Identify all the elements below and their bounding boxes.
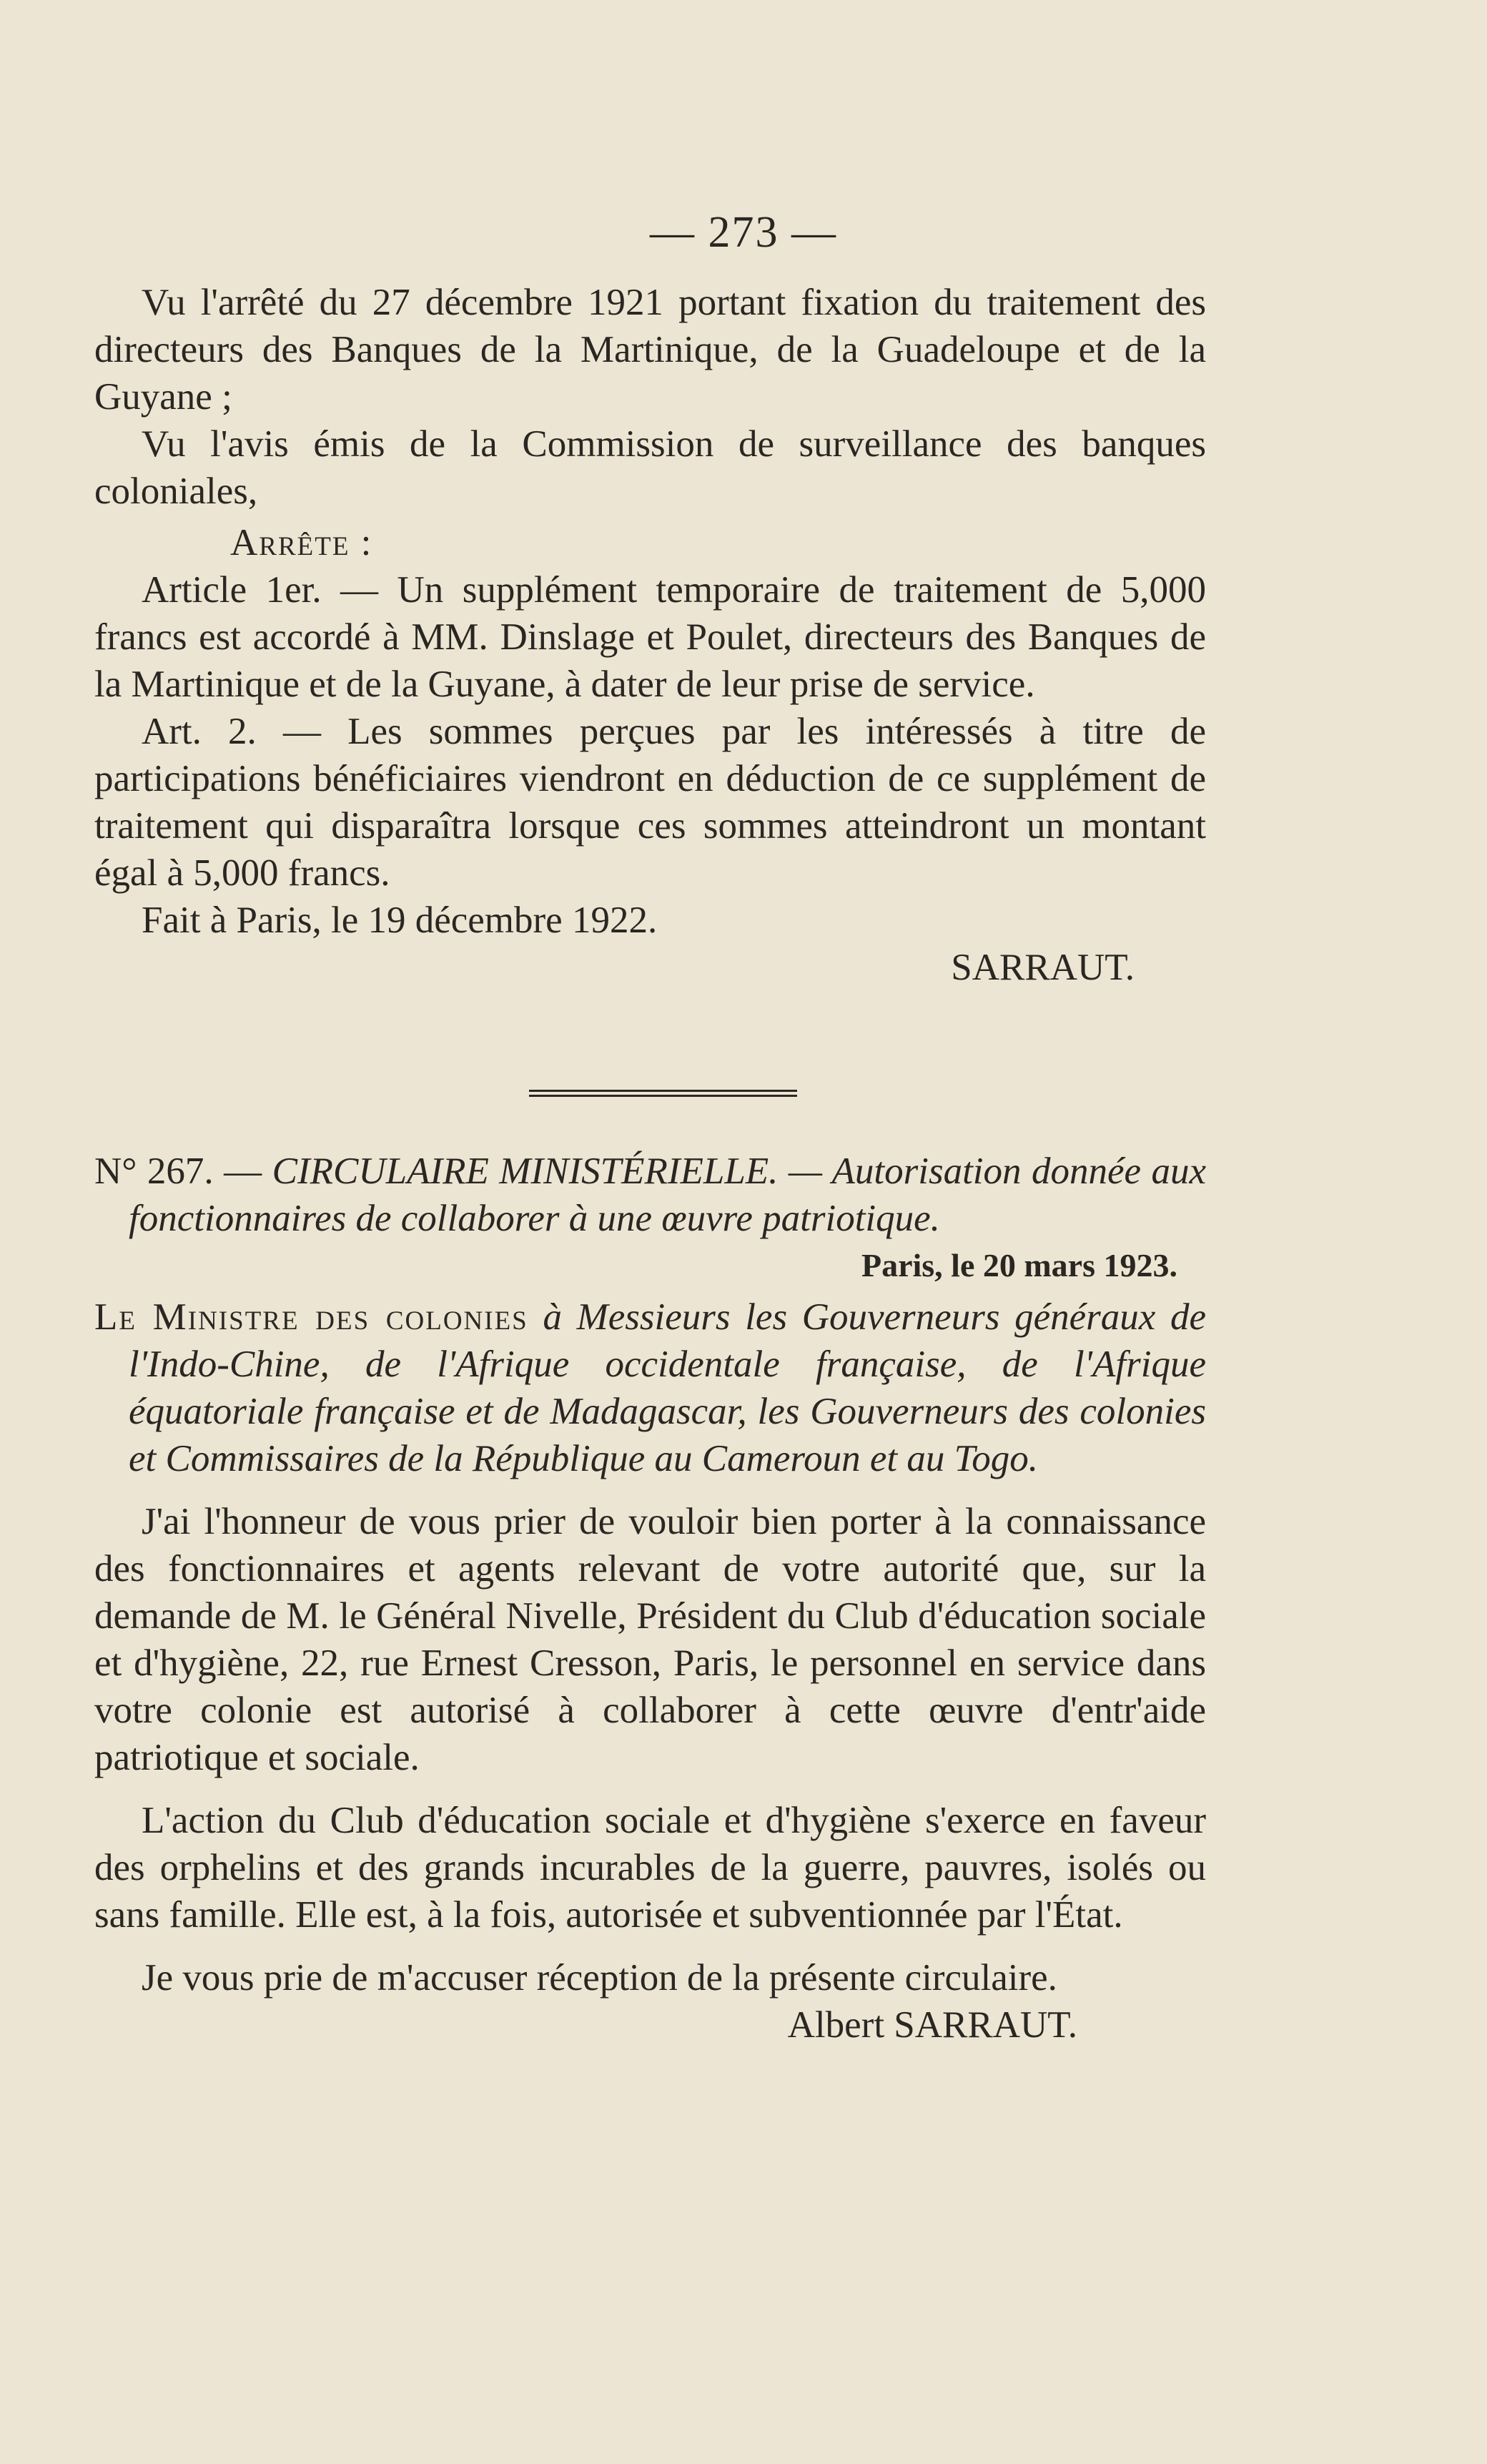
- page-number: — 273 —: [650, 208, 837, 257]
- circulaire-subject: — Autorisation donnée aux fonctionnaires de collaborer à une œuvre patriotique.: [129, 1150, 1206, 1239]
- body-paragraph-1: J'ai l'honneur de vous prier de vouloir bien porter à la connaissance des fonctionnaires et agents relevant de votre autorité que, sur la demande de M. le Général Nivelle, Président du Club d'éducation sociale et d'hygiène, 22, rue Ernest Cresson, Paris, le personnel en service dans votre colonie est autorisé à collaborer à cette œuvre d'entr'aide patriotique et sociale.: [94, 1501, 1206, 1778]
- arrete-label: Arrête :: [230, 522, 373, 563]
- vu-paragraph-1: Vu l'arrêté du 27 décembre 1921 portant fixation du traitement des directeurs des Banques de la Martinique, de la Guadeloupe et de la Guyane ;: [94, 282, 1206, 418]
- circulaire-section: [94, 1148, 1206, 2049]
- vu-paragraph-2: Vu l'avis émis de la Commission de surveillance des banques coloniales,: [94, 423, 1206, 512]
- signature-sarraut: SARRAUT.: [951, 947, 1135, 988]
- recipients: à Messieurs les Gouverneurs généraux de l'Indo-Chine, de l'Afrique occidentale française, de l'Afrique équatoriale française et de Madagascar, les Gouverneurs des colonies et Commissaires de la République au Cameroun et au Togo.: [129, 1296, 1207, 1479]
- sender: Le Ministre des colonies: [94, 1296, 528, 1338]
- address-block: [94, 1293, 1206, 1482]
- article-2: Art. 2. — Les sommes perçues par les intéressés à titre de participations bénéficiaires viendront en déduction de ce supplément de traitement qui disparaîtra lorsque ces sommes atteindront un montant égal à 5,000 francs.: [94, 711, 1206, 894]
- circulaire-date: Paris, le 20 mars 1923.: [861, 1247, 1177, 1283]
- fait-line: Fait à Paris, le 19 décembre 1922.: [142, 900, 658, 941]
- circulaire-header: [94, 1148, 1206, 1242]
- circulaire-number: N° 267. —: [94, 1150, 262, 1192]
- article-1: Article 1er. — Un supplément temporaire de traitement de 5,000 francs est accordé à MM. Dinslage et Poulet, directeurs des Banques de la Martinique et de la Guyane, à dater de leur prise de service.: [94, 569, 1206, 705]
- body-paragraph-2: L'action du Club d'éducation sociale et d'hygiène s'exerce en faveur des orphelins et des grands incurables de la guerre, pauvres, isolés ou sans famille. Elle est, à la fois, autorisée et subventionnée par l'État.: [94, 1800, 1206, 1936]
- circulaire-title: CIRCULAIRE MINISTÉRIELLE.: [272, 1150, 779, 1192]
- body-paragraph-3: Je vous prie de m'accuser réception de la présente circulaire.: [142, 1957, 1057, 1999]
- section-divider: [529, 1090, 797, 1092]
- arrete-section: [94, 279, 1206, 991]
- signature-albert-sarraut: Albert SARRAUT.: [787, 2004, 1077, 2046]
